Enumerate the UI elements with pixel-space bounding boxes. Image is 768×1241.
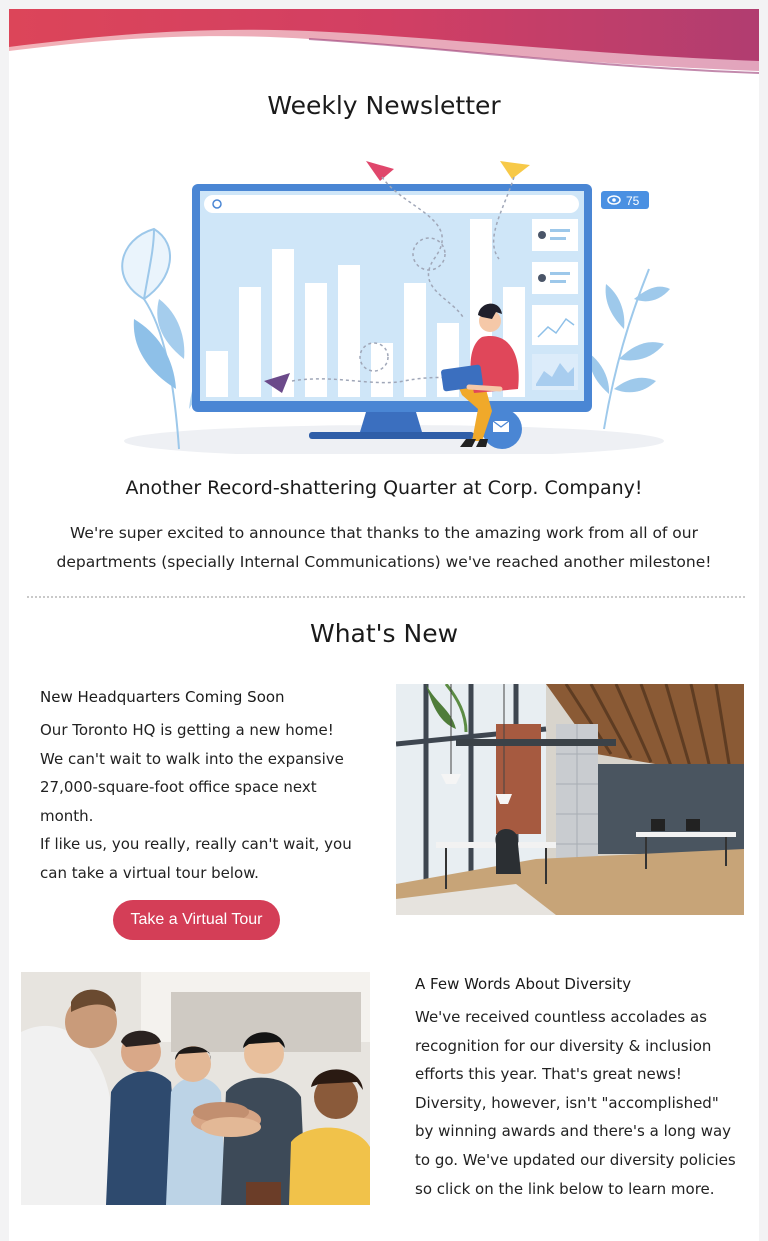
hero-body: We're super excited to announce that thanks to the amazing work from all of our departments (specially Internal Communications) we've reached another milestone!: [56, 524, 712, 571]
hero-illustration: [104, 149, 674, 454]
article-title-diversity: A Few Words About Diversity: [415, 975, 632, 993]
article-paragraph: We've received countless accolades as recognition for our diversity & inclusion efforts this year. That's great news! Diversity, however, isn't "accomplished" by winning awards and there's a long way to go. We've updated our diversity policies so click on the link below to learn more.: [415, 1008, 736, 1198]
paper-plane-icon: [366, 161, 394, 181]
header-banner: [9, 9, 759, 79]
office-photo: [396, 684, 744, 915]
virtual-tour-button[interactable]: Take a Virtual Tour: [113, 900, 280, 940]
article-paragraph: Our Toronto HQ is getting a new home! We can't wait to walk into the expansive 27,000-square-foot office space next month.: [40, 721, 344, 825]
section-divider: [27, 596, 745, 598]
article-title-headquarters: New Headquarters Coming Soon: [40, 688, 285, 706]
hero-headline: Another Record-shattering Quarter at Corp. Company!: [125, 477, 643, 499]
article-paragraph: If like us, you really, really can't wait, you can take a virtual tour below.: [40, 835, 352, 882]
article-body-diversity: [415, 1003, 737, 1203]
paper-plane-icon: [500, 161, 530, 179]
newsletter-title: Weekly Newsletter: [267, 91, 501, 120]
leaf-decoration-right: [590, 269, 670, 429]
team-photo: [21, 972, 370, 1205]
whats-new-title: What's New: [309, 619, 459, 648]
article-body-headquarters: [40, 716, 358, 888]
newsletter-card: [9, 9, 759, 1241]
view-count: 75: [626, 194, 640, 208]
